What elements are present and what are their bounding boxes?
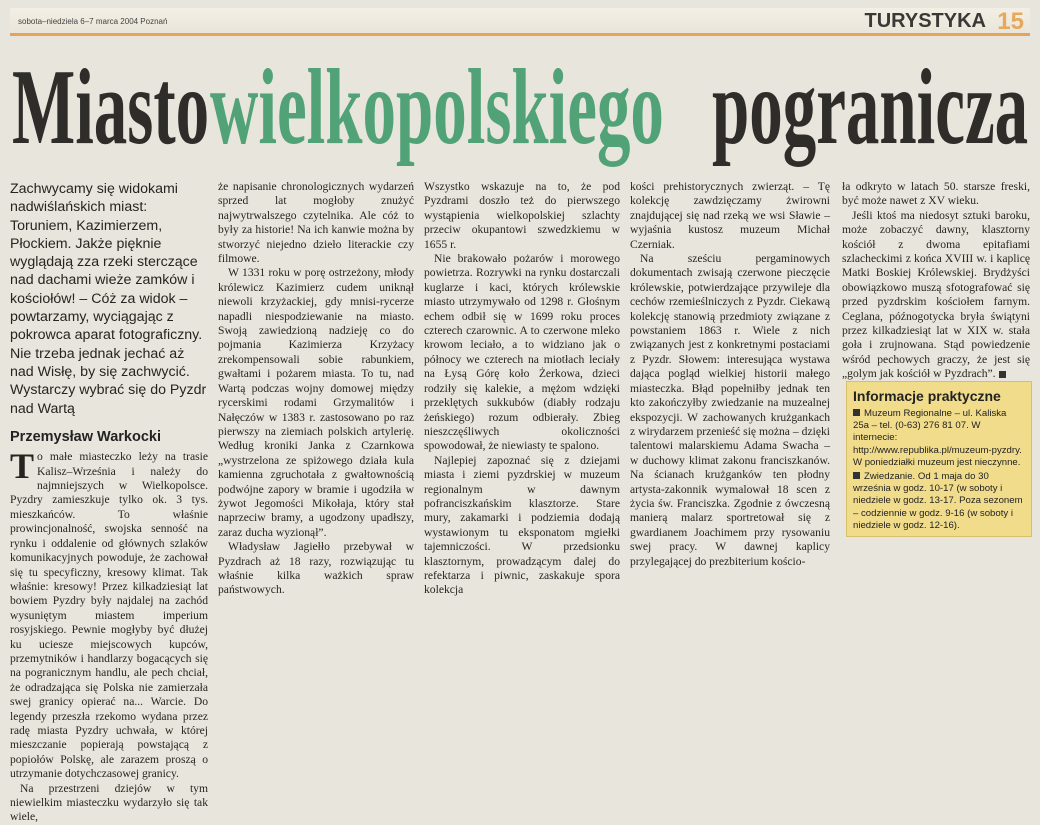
info-item-hours [853, 471, 1025, 532]
article-lead: Zachwycamy się widokami nadwiślańskich miast: Toruniem, Kazimierzem, Płockiem. Jakże pięknie wyglądają zza rzeki sterczące nad dachami wieże zamków i kościołów! – Cóż za widok – powtarzamy, wyciągając z pokrowca aparat fotograficzny. Nie trzeba jednak jechać aż nad Wisłę, by się zachwycić. Wystarczy wybrać się do Pyzdr nad Wartą [10, 181, 207, 417]
headline-word-2: wielkopolskiego [210, 48, 664, 167]
drop-cap: T [10, 446, 35, 487]
column-5-paragraph-1: ła odkryto w latach 50. starsze freski, być może nawet z XV wieku. [842, 180, 1030, 208]
column-3-paragraph-2: Nie brakowało pożarów i morowego powietrza. Rozrywki na rynku dostarczali kuglarze i kaci, których królewskie miasto utrzymywało od 1298 r. Głośnym echem odbił się w 1699 roku proces czterech czarownic. A to czerwone mleko krowom leciało, a to widziano jak o północy we czterech na miotłach leciały na Łysą Górę koło Żerkowa, dzieci rodziły się kalekie, a mężom wdzięki przeklętych sukkubów (diabły rodzaju żeńskiego) rozum odbierały. Zbieg nieszczęśliwych okoliczności spowodował, że niewiasty te spalono. [424, 252, 620, 453]
headline-word-3: pogranicza [712, 48, 1029, 167]
column-4-paragraph-1: kości prehistorycznych zwierząt. – Tę kolekcję zawdzięczamy żwirowni znajdującej się nad rzeką we wsi Sławie – wyjaśnia kustosz muzeum Michał Czerniak. [630, 180, 830, 251]
column-2-paragraph-3: Władysław Jagiełło przebywał w Pyzdrach aż 18 razy, rozwiązując tu właśnie kilka ważkich spraw państwowych. [218, 540, 414, 597]
column-1-text-1: o małe miasteczko leży na trasie Kalisz–Września i należy do najmniejszych w Wielkopolsce. Pyzdry zamieszkuje tylko ok. 3 tys. mieszkańców. To właśnie prowincjonalność, swojska senność na rynku i oddalenie od głównych szlaków komunikacyjnych powoduje, że zachował się tu specyficzny, kresowy klimat. Tak właśnie: kresowy! Przez kilkadziesiąt lat bowiem Pyzdry były najdalej na zachód wysuniętym miastem imperium rosyjskiego. Pewnie mogłyby być dłużej ku uciesze miejscowych kupców, przemytników i handlarzy bogacących się na pogranicznym handlu, ale pech chciał, że odradzająca się Polska nie zamierzała swej granicy opierać na... Warcie. Do legendy przeszła rzekomo wydana przez radę miasta Pyzdry uchwała, w której mieszczanie popierają powstającą z popiołów Polskę, ale zarazem proszą o utrzymanie dotychczasowej granicy. [10, 450, 208, 781]
info-item-hours-text: Zwiedzanie. Od 1 maja do 30 września w godz. 10-17 (w soboty i niedziele w godz. 13-17. Poza sezonem – codziennie w godz. 9-16 (w soboty i niedziele w godz. 12-16). [853, 471, 1023, 531]
bullet-square-icon [853, 472, 860, 479]
practical-info-box [846, 381, 1032, 537]
column-1 [10, 180, 208, 824]
column-2-paragraph-2: W 1331 roku w porę ostrzeżony, młody królewicz Kazimierz cudem uniknął niewoli krzyżackiej, gdy mnisi-rycerze napadli niespodziewanie na miasto. Swoją zawiedzioną nadzieję co do pojmania Kazimierza Krzyżacy zrekompensowali sobie rabunkiem, gwałtami i pożarem miasta. To tu, nad Wartą podczas wojny domowej między rycerskimi rodami Grzymalitów i Nałęczów w 1383 r. zastosowano po raz pierwszy na ziemiach polskich artylerię. Według kroniki Janka z Czarnkowa „wystrzelona ze spiżowego działa kula kamienna zgruchotała z gwałtownością podwójne zapory w bramie i ugodziła w żywot Jegomości Mikołaja, który stał naprzeciw bramy, a ugodzony upadłszy, zaraz ducha wyzionął”. [218, 266, 414, 539]
page-header [10, 8, 1030, 36]
headline-word-1: Miasto [12, 48, 210, 167]
column-3-paragraph-1: Wszystko wskazuje na to, że pod Pyzdrami doszło też do pierwszego wystąpienia wielkopolskiej szlachty przeciw okupantowi szwedzkiemu w 1655 r. [424, 180, 620, 251]
column-2-paragraph-1: że napisanie chronologicznych wydarzeń sprzed lat mogłoby znużyć najwytrwalszego czytelnika. Ale cóż to były za historie! Na ich kanwie można by stworzyć niejedno dzieło literackie czy filmowe. [218, 180, 414, 266]
column-1-paragraph-2: Na przestrzeni dziejów w tym niewielkim miasteczku wydarzyło się tak wiele, [10, 781, 208, 824]
info-item-museum-text: Muzeum Regionalne – ul. Kaliska 25a – tel. (0-63) 276 81 07. W internecie: http://www.republika.pl/muzeum-pyzdry. W poniedziałki muzeum jest nieczynne. [853, 408, 1022, 468]
info-item-museum [853, 408, 1025, 469]
end-mark-icon [999, 371, 1006, 378]
column-5 [842, 180, 1030, 380]
info-box-title: Informacje praktyczne [853, 388, 1001, 404]
article-headline [12, 48, 1029, 176]
page-number: 15 [997, 8, 1024, 35]
column-5-paragraph-2 [842, 209, 1030, 382]
column-5-text-2: Jeśli ktoś ma niedosyt sztuki baroku, może zobaczyć dawny, klasztorny kościół z dwoma epitafiami szlacheckimi z końca XVIII w. i kaplicę Matki Boskiej Królewskiej. Brydżyści obowiązkowo muszą sfotografować się przed pyzdrskim kościołem farnym. Ceglana, późnogotycka bryła świątyni przez kilkadziesiąt lat w XIX w. stała goła i zrujnowana. Stąd powiedzenie wśród pechowych graczy, że jest się „golym jak kościół w Pyzdrach”. [842, 208, 1030, 381]
column-4 [630, 180, 830, 568]
bullet-square-icon [853, 409, 860, 416]
column-1-paragraph-1 [10, 446, 208, 781]
author-byline: Przemysław Warkocki [10, 428, 161, 445]
column-3-paragraph-3: Najlepiej zapoznać się z dziejami miasta i ziemi pyzdrskiej w muzeum regionalnym w dawnym pofranciszkańskim klasztorze. Stare mury, zakamarki i podziemia dodają wystawionym tu eksponatom mgiełki tajemniczości. W przedsionku klasztornym, prowadzącym dalej do refektarza i piwnic, zaskakuje spora kolekcja [424, 453, 620, 597]
column-4-paragraph-2: Na sześciu pergaminowych dokumentach zwisają czerwone pieczęcie królewskie, potwierdzające przywileje dla cechów rzemieślniczych z Pyzdr. Ciekawą kolekcję stanowią przedmioty związane z powstaniem 1863 r. Wiele z nich związanych jest z konkretnymi postaciami z Pyzdr. Słowem: interesująca wystawa dająca pogląd wielkiej historii małego miasteczka. Błąd popełniłby jednak ten kto zakończyłby zwiedzanie na muzealnej ekspozycji. W zachowanych krużgankach z wirydarzem przenieść się można – dzięki talentowi malarskiemu Adama Swacha – w duchowy klimat zakonu franciszkanów. Na ścianach krużganków ten płodny artysta-zakonnik wymalował 18 scen z życia św. Franciszka. Zgodnie z ówczesną manierą malarz sportretował się z gwardianem Joachimem przy rysowaniu swej pracy. W dawnej kaplicy przylegającej do prezbiterium kościo- [630, 252, 830, 568]
column-3 [424, 180, 620, 597]
column-2 [218, 180, 414, 597]
section-name: TURYSTYKA [864, 10, 986, 32]
issue-date: sobota–niedziela 6–7 marca 2004 Poznań [18, 17, 168, 26]
